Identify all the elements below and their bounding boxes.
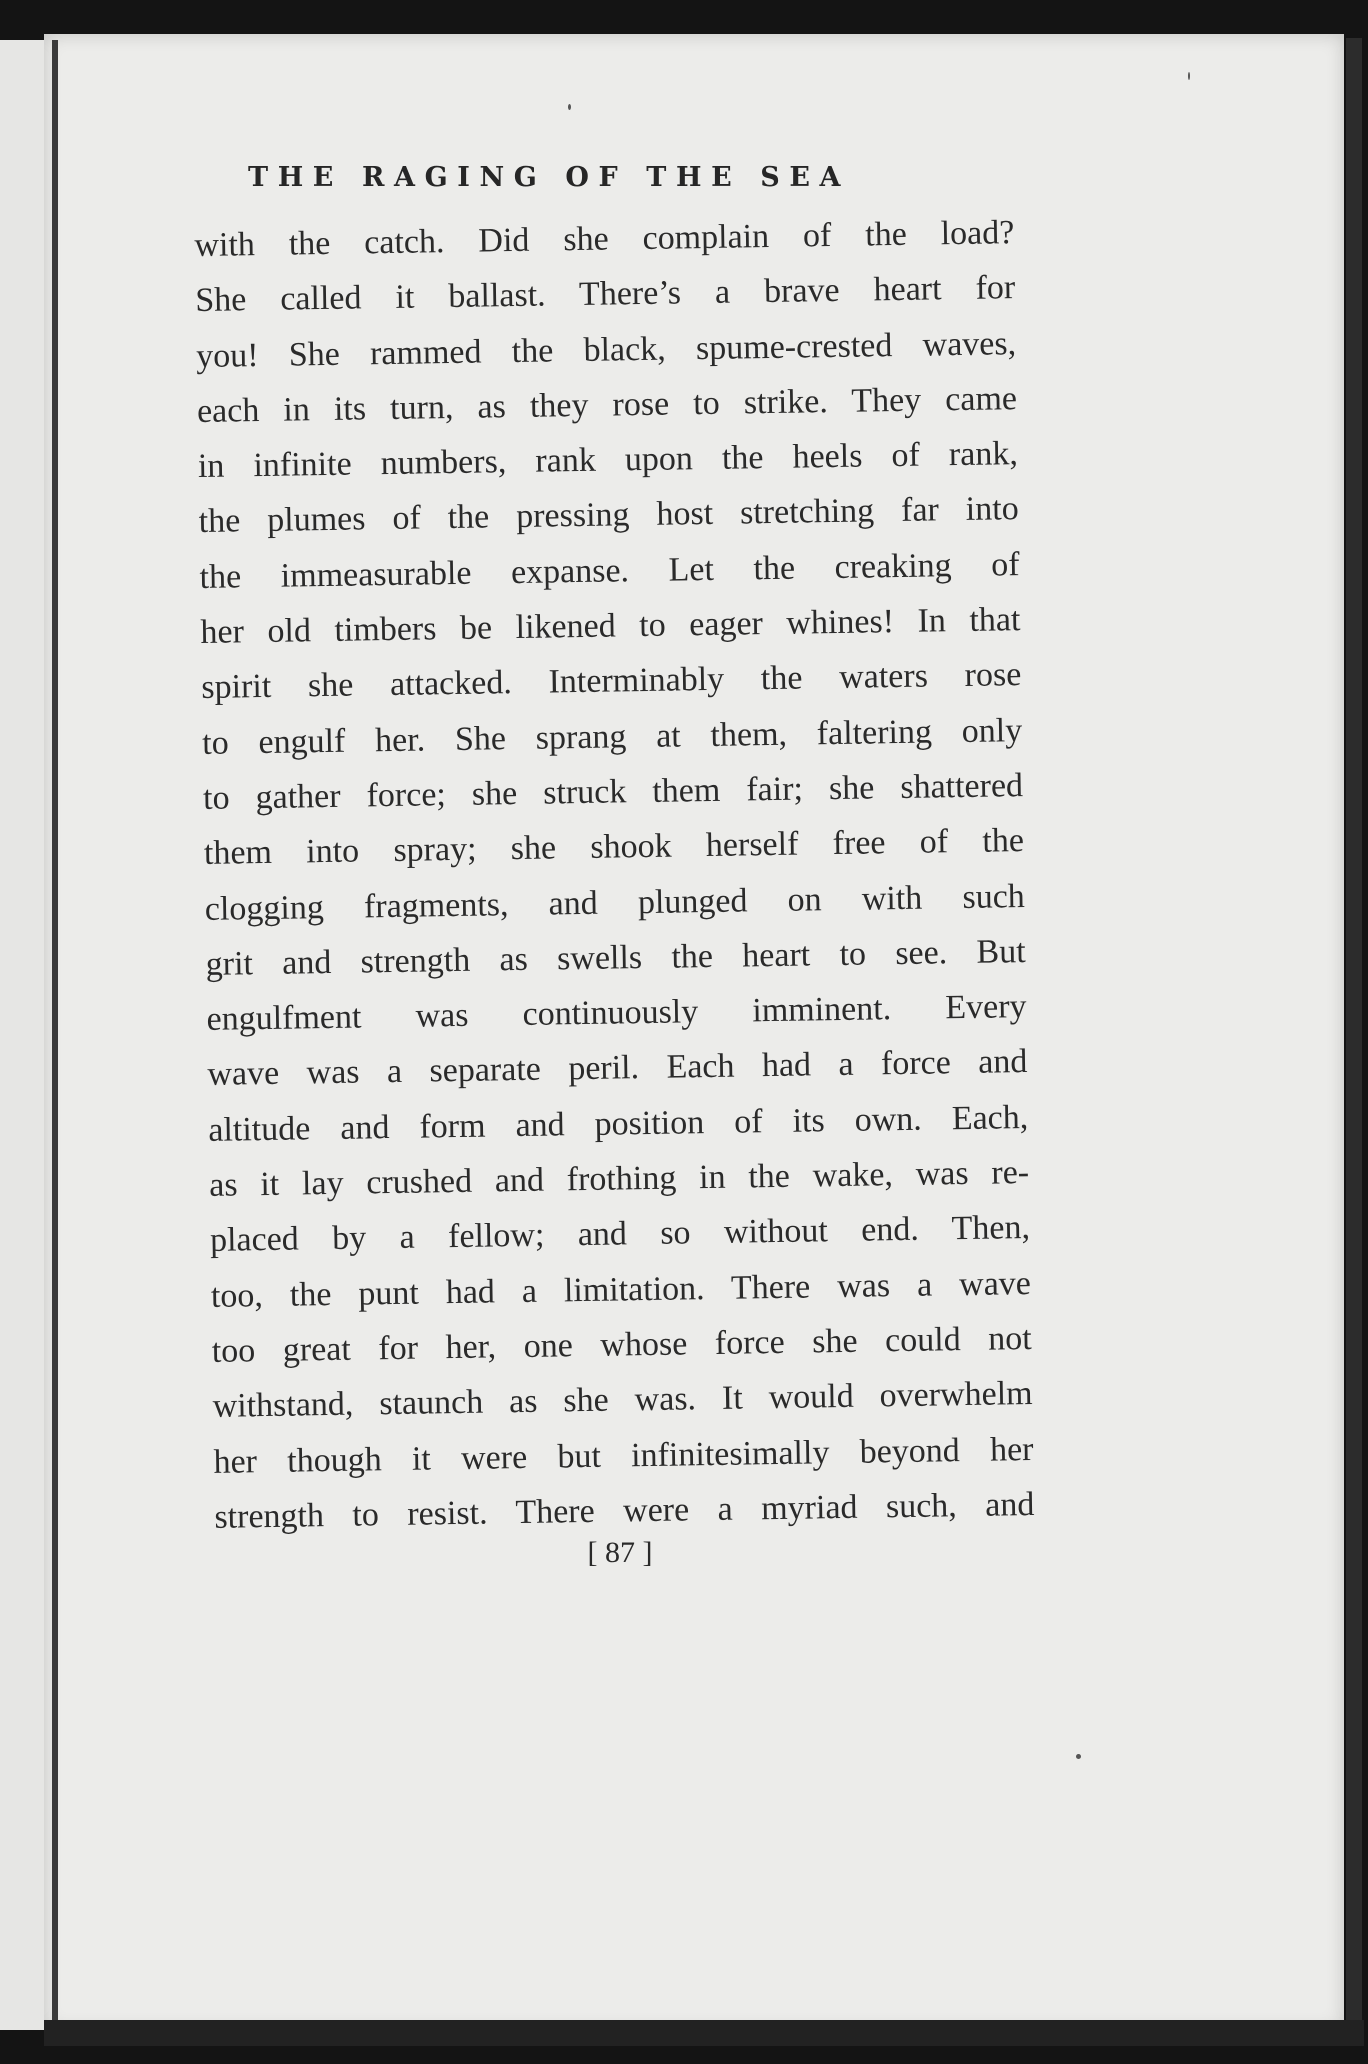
- text-line: as it lay crushed and frothing in the wake, was re-: [208, 1154, 1030, 1204]
- dust-speck: [1076, 1754, 1081, 1759]
- text-line: too, the punt had a limitation. There was a wave: [210, 1264, 1032, 1315]
- right-page-edge: [1346, 38, 1362, 2028]
- text-line: grit and strength as swells the heart to see. But: [205, 932, 1026, 983]
- text-line: altitude and form and position of its own. Each,: [208, 1098, 1029, 1149]
- text-line: strength to resist. There were a myriad such, and: [214, 1485, 1035, 1536]
- text-line: each in its turn, as they rose to strike. They came: [196, 379, 1018, 430]
- text-line: clogging fragments, and plunged on with such: [204, 877, 1026, 928]
- text-line: placed by a fellow; and so without end. Then,: [209, 1209, 1031, 1260]
- running-head: THE RAGING OF THE SEA: [248, 162, 851, 193]
- text-line: to gather force; she struck them fair; she shattered: [202, 767, 1024, 817]
- text-line: engulfment was continuously imminent. Every: [206, 988, 1027, 1039]
- gutter-shadow: [52, 40, 58, 2030]
- text-line: her old timbers be likened to eager whines! In that: [200, 601, 1021, 652]
- text-line: her though it were but infinitesimally beyond her: [213, 1430, 1034, 1481]
- dust-speck: [568, 104, 571, 110]
- text-line: in infinite numbers, rank upon the heels of rank,: [197, 435, 1019, 486]
- text-line: with the catch. Did she complain of the load?: [194, 214, 1015, 264]
- text-line: spirit she attacked. Interminably the waters rose: [201, 656, 1022, 707]
- text-line: wave was a separate peril. Each had a force and: [207, 1043, 1028, 1094]
- text-line: to engulf her. She sprang at them, faltering only: [201, 711, 1023, 762]
- facing-page-edge: [0, 40, 47, 2030]
- text-line: the immeasurable expanse. Let the creaking of: [199, 545, 1020, 596]
- text-line: She called it ballast. There’s a brave heart for: [195, 269, 1016, 320]
- bottom-page-edge: [44, 2020, 1364, 2046]
- page-number: [ 87 ]: [587, 1536, 653, 1569]
- text-line: them into spray; she shook herself free of the: [203, 822, 1025, 873]
- text-line: the plumes of the pressing host stretching far into: [198, 490, 1019, 541]
- body-text: [194, 205, 1045, 1545]
- text-line: too great for her, one whose force she could not: [211, 1319, 1032, 1370]
- dust-speck: [1188, 72, 1190, 80]
- text-line: withstand, staunch as she was. It would overwhelm: [212, 1375, 1033, 1426]
- text-line: you! She rammed the black, spume-crested waves,: [195, 324, 1017, 375]
